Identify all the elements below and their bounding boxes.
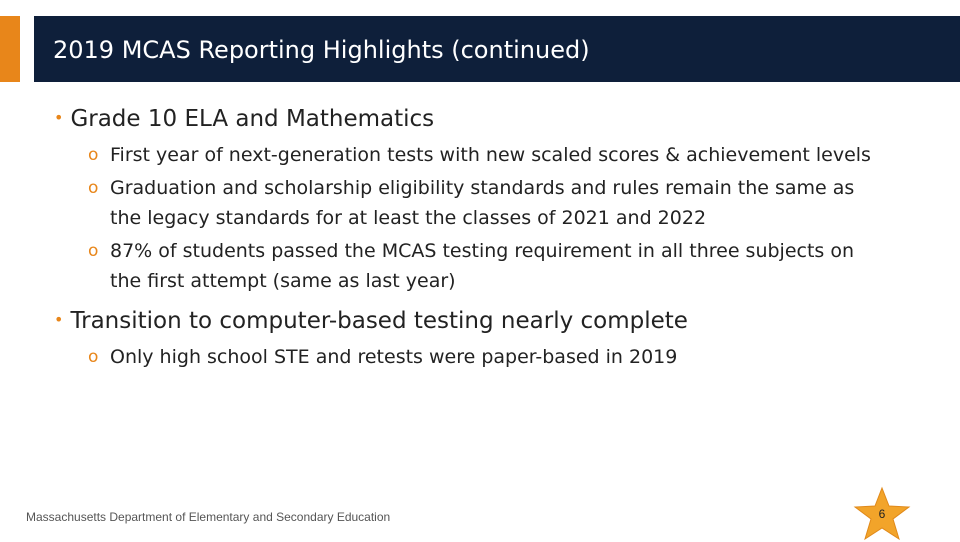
title-accent-bar (0, 16, 20, 82)
sub-bullet-marker: o (88, 178, 99, 198)
sub-bullet-text: the legacy standards for at least the classes of 2021 and 2022 (110, 207, 707, 229)
bullet-marker: • (54, 310, 64, 329)
sub-bullet-87-percent (88, 236, 855, 296)
bullet-text: Grade 10 ELA and Mathematics (70, 106, 435, 132)
bullet-transition (54, 306, 688, 338)
sub-bullet-text: Graduation and scholarship eligibility standards and rules remain the same as (110, 177, 855, 199)
page-number: 6 (878, 507, 886, 521)
sub-bullet-first-year (88, 140, 871, 170)
sub-bullet-graduation (88, 173, 855, 233)
footer-organization: Massachusetts Department of Elementary and Secondary Education (26, 510, 391, 524)
sub-bullet-text: First year of next-generation tests with new scaled scores & achievement levels (110, 144, 871, 166)
bullet-text: Transition to computer-based testing nearly complete (70, 308, 688, 334)
sub-bullet-marker: o (88, 145, 99, 165)
sub-bullet-text: 87% of students passed the MCAS testing requirement in all three subjects on (110, 240, 855, 262)
sub-bullet-marker: o (88, 347, 99, 367)
sub-bullet-paper-based (88, 342, 678, 372)
slide-title: 2019 MCAS Reporting Highlights (continued) (53, 36, 590, 64)
bullet-marker: • (54, 108, 64, 127)
sub-bullet-text: the first attempt (same as last year) (110, 270, 456, 292)
sub-bullet-text: Only high school STE and retests were paper-based in 2019 (110, 346, 678, 368)
sub-bullet-marker: o (88, 241, 99, 261)
bullet-grade10 (54, 104, 434, 136)
